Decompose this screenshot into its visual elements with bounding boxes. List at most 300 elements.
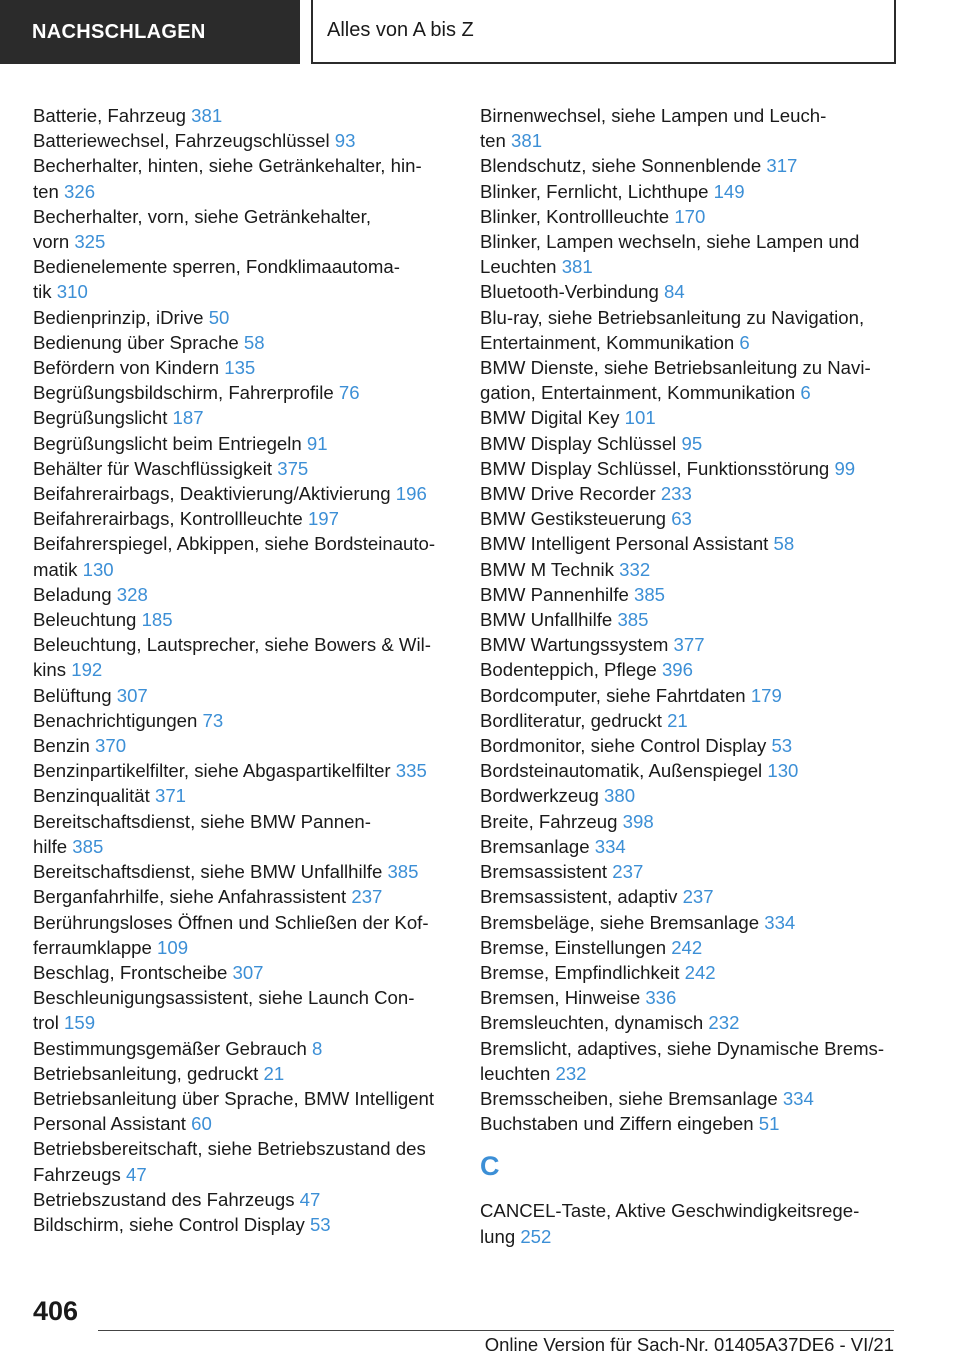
index-entry-text (480, 531, 910, 556)
index-entry-label: Bodenteppich, Pflege (480, 659, 657, 681)
index-entry-text (480, 632, 910, 657)
index-entry-label: Befördern von Kindern (33, 357, 220, 379)
index-entry-text (33, 1036, 453, 1061)
page-link[interactable]: 385 (387, 861, 419, 883)
index-entry-label: Benzinqualität (33, 785, 150, 807)
index-entry (33, 431, 453, 456)
index-entry (33, 910, 453, 960)
index-entry-label: Beladung (33, 583, 112, 605)
index-entry-label: Bremsanlage (480, 835, 590, 857)
index-entry-text (480, 128, 910, 153)
index-entry-label: BMW Pannenhilfe (480, 583, 629, 605)
index-entry-label: ten (480, 130, 506, 152)
index-entry-text (33, 657, 453, 682)
index-entry-text (480, 1111, 910, 1136)
index-entry-text (480, 1224, 910, 1249)
page-link[interactable]: 242 (684, 961, 716, 983)
index-entry-text (33, 1010, 453, 1035)
page-link[interactable]: 326 (64, 180, 96, 202)
page-link[interactable]: 197 (307, 508, 339, 530)
page-link[interactable]: 237 (682, 886, 714, 908)
page-link[interactable]: 53 (309, 1213, 331, 1235)
page-link[interactable]: 50 (208, 306, 230, 328)
index-entry-label: Bremsen, Hinweise (480, 987, 641, 1009)
page-link[interactable]: 307 (232, 961, 264, 983)
index-entry-text (33, 153, 453, 178)
index-entry (480, 733, 910, 758)
index-entry-text (33, 305, 453, 330)
index-entry-label: Bremsassistent (480, 861, 608, 883)
index-entry-text (480, 809, 910, 834)
index-entry (33, 1187, 453, 1212)
index-entry (33, 355, 453, 380)
index-entry-text (480, 229, 910, 254)
index-entry-text (480, 305, 910, 330)
index-entry (480, 456, 910, 481)
index-entry-text (480, 607, 910, 632)
index-entry-text (33, 1212, 453, 1237)
index-entry-text (33, 557, 453, 582)
index-entry-label: Berührungsloses Öffnen und Schließen der Kof- (33, 911, 429, 933)
index-entry-text (33, 607, 453, 632)
index-entry-text (33, 935, 453, 960)
index-entry-text (33, 204, 453, 229)
index-entry-label: Batteriewechsel, Fahrzeugschlüssel (33, 130, 330, 152)
index-entry-label: BMW Digital Key (480, 407, 620, 429)
page-link[interactable]: 91 (306, 432, 328, 454)
page-link[interactable]: 334 (764, 911, 796, 933)
index-entry-text (480, 985, 910, 1010)
index-entry-text (33, 1162, 453, 1187)
page-link[interactable]: 317 (766, 155, 798, 177)
index-entry-label: Bordsteinautomatik, Außenspiegel (480, 760, 763, 782)
index-entry-text (480, 657, 910, 682)
index-entry (33, 1212, 453, 1237)
index-entry-label: gation, Entertainment, Kommunikation (480, 382, 796, 404)
index-entry-text (480, 834, 910, 859)
index-entry-label: BMW Display Schlüssel (480, 432, 677, 454)
index-entry-label: vorn (33, 231, 70, 253)
index-entry-label: Breite, Fahrzeug (480, 810, 618, 832)
section-title: NACHSCHLAGEN (0, 0, 300, 64)
index-entry-text (33, 1136, 453, 1161)
page-link[interactable]: 192 (71, 659, 103, 681)
index-entry-text (480, 204, 910, 229)
index-entry-label: Entertainment, Kommunikation (480, 331, 735, 353)
index-entry (480, 229, 910, 279)
index-entry-label: Behälter für Waschflüssigkeit (33, 457, 273, 479)
index-column-right (480, 103, 910, 1249)
index-entry-text (480, 884, 910, 909)
index-entry-label: ten (33, 180, 59, 202)
index-entry-label: Bordcomputer, siehe Fahrtdaten (480, 684, 746, 706)
index-entry-text (480, 456, 910, 481)
index-entry-label: BMW Dienste, siehe Betriebsanleitung zu Navi- (480, 357, 871, 379)
index-entry-text (480, 380, 910, 405)
index-entry (33, 153, 453, 203)
page-link[interactable]: 21 (667, 709, 688, 731)
index-entry (33, 632, 453, 682)
index-entry-text (480, 783, 910, 808)
page-link[interactable]: 381 (511, 130, 543, 152)
index-entry-label: Blendschutz, siehe Sonnenblende (480, 155, 762, 177)
index-entry-label: Berganfahrhilfe, siehe Anfahrassistent (33, 886, 347, 908)
page-link[interactable]: 307 (116, 684, 148, 706)
page-link[interactable]: 325 (74, 231, 106, 253)
index-entry-text (33, 481, 453, 506)
page-link[interactable]: 375 (277, 457, 309, 479)
index-entry-text (480, 758, 910, 783)
index-entry (480, 809, 910, 834)
index-entry (480, 884, 910, 909)
index-entry-text (33, 1187, 453, 1212)
page-link[interactable]: 370 (95, 735, 127, 757)
page-link[interactable]: 109 (157, 936, 189, 958)
index-entry-text (33, 582, 453, 607)
page-link[interactable]: 396 (661, 659, 693, 681)
page-link[interactable]: 334 (594, 835, 626, 857)
index-entry-text (33, 834, 453, 859)
index-entry (33, 531, 453, 581)
page-link[interactable]: 95 (681, 432, 703, 454)
index-entry-text (33, 506, 453, 531)
page-link[interactable]: 47 (299, 1188, 321, 1210)
index-entry-label: Blinker, Lampen wechseln, siehe Lampen und (480, 231, 860, 253)
index-entry-text (33, 355, 453, 380)
page-link[interactable]: 252 (520, 1225, 552, 1247)
index-entry (33, 330, 453, 355)
index-entry (33, 859, 453, 884)
page-link[interactable]: 58 (773, 533, 795, 555)
index-entry-text (33, 708, 453, 733)
index-entry (480, 985, 910, 1010)
index-entry (480, 279, 910, 304)
page-link[interactable]: 232 (555, 1062, 587, 1084)
index-entry-label: Bedienprinzip, iDrive (33, 306, 204, 328)
index-entry-label: BMW Gestiksteuerung (480, 508, 667, 530)
index-entry-text (33, 1061, 453, 1086)
index-entry (33, 1136, 453, 1186)
index-entry-label: Benzin (33, 735, 90, 757)
index-entry (33, 103, 453, 128)
index-entry (33, 405, 453, 430)
index-entry-text (480, 254, 910, 279)
index-entry (480, 607, 910, 632)
page-link[interactable]: 237 (612, 861, 644, 883)
index-entry (33, 607, 453, 632)
index-entry-label: matik (33, 558, 78, 580)
index-entry-text (33, 1086, 453, 1111)
index-entry (33, 884, 453, 909)
page-link[interactable]: 159 (64, 1012, 96, 1034)
index-entry-label: Bordwerkzeug (480, 785, 599, 807)
footer-version: Online Version für Sach-Nr. 01405A37DE6 - VI/21 (484, 1334, 894, 1355)
page-link[interactable]: 185 (141, 609, 173, 631)
index-entry-text (480, 1061, 910, 1086)
index-entry-text (33, 229, 453, 254)
page-link[interactable]: 377 (673, 634, 705, 656)
index-entry (480, 859, 910, 884)
page-link[interactable]: 135 (224, 357, 256, 379)
index-entry-text (33, 809, 453, 834)
index-entry-text (33, 960, 453, 985)
index-entry-text (33, 531, 453, 556)
index-entry (33, 1061, 453, 1086)
page-link[interactable]: 179 (750, 684, 782, 706)
page-link[interactable]: 332 (619, 558, 651, 580)
index-entry-label: Betriebsbereitschaft, siehe Betriebszustand des (33, 1138, 426, 1160)
index-entry-text (33, 758, 453, 783)
page-link[interactable]: 310 (56, 281, 88, 303)
index-entry (33, 1086, 453, 1136)
index-entry (33, 683, 453, 708)
index-entry-text (480, 1198, 910, 1223)
page-link[interactable]: 53 (771, 735, 793, 757)
index-entry-label: Belüftung (33, 684, 112, 706)
index-entry-label: Betriebsanleitung über Sprache, BMW Intelligent (33, 1087, 435, 1109)
index-entry (33, 380, 453, 405)
page-link[interactable]: 336 (645, 987, 677, 1009)
page-link[interactable]: 8 (312, 1037, 323, 1059)
index-entry (33, 305, 453, 330)
index-entry (33, 506, 453, 531)
index-entry-label: Benzinpartikelfilter, siehe Abgaspartikelfilter (33, 760, 391, 782)
index-entry-label: Bremsbeläge, siehe Bremsanlage (480, 911, 760, 933)
index-entry-label: Blu-ray, siehe Betriebsanleitung zu Navigation, (480, 306, 865, 328)
index-entry-label: Bremse, Empfindlichkeit (480, 961, 680, 983)
index-entry-label: ferraumklappe (33, 936, 152, 958)
index-entry-label: tik (33, 281, 52, 303)
page-link[interactable]: 51 (758, 1113, 780, 1135)
index-column-left (33, 103, 453, 1237)
index-entry (480, 1036, 910, 1086)
index-entry-label: Betriebsanleitung, gedruckt (33, 1062, 259, 1084)
page-link[interactable]: 335 (395, 760, 427, 782)
index-entry (33, 960, 453, 985)
index-entry (480, 506, 910, 531)
index-entry-text (480, 582, 910, 607)
page-link[interactable]: 380 (604, 785, 636, 807)
index-entry-label: Becherhalter, vorn, siehe Getränkehalter, (33, 205, 371, 227)
index-entry (480, 179, 910, 204)
page-link[interactable]: 6 (800, 382, 811, 404)
index-entry (480, 355, 910, 405)
page-link[interactable]: 99 (834, 457, 856, 479)
page-link[interactable]: 328 (116, 583, 148, 605)
page-link[interactable]: 149 (713, 180, 745, 202)
index-entry-text (480, 708, 910, 733)
index-entry-text (33, 279, 453, 304)
index-entry (480, 103, 910, 153)
index-entry-label: Fahrzeugs (33, 1163, 121, 1185)
index-entry-text (480, 355, 910, 380)
index-entry-label: Bereitschaftsdienst, siehe BMW Pannen- (33, 810, 371, 832)
index-entry-label: Batterie, Fahrzeug (33, 105, 186, 126)
index-entry-label: BMW Drive Recorder (480, 483, 656, 505)
index-entry-text (480, 733, 910, 758)
index-entry-label: Bordmonitor, siehe Control Display (480, 735, 767, 757)
index-entry-label: Bluetooth-Verbindung (480, 281, 659, 303)
page-link[interactable]: 371 (154, 785, 187, 807)
index-entry-label: Bremsleuchten, dynamisch (480, 1012, 704, 1034)
index-entry (480, 204, 910, 229)
index-entry-text (480, 153, 910, 178)
index-entry-label: Buchstaben und Ziffern eingeben (480, 1113, 754, 1135)
index-entry-text (33, 431, 453, 456)
index-entry-text (33, 859, 453, 884)
index-entry-label: Blinker, Kontrollleuchte (480, 205, 670, 227)
index-entry-text (480, 1010, 910, 1035)
index-entry (33, 1036, 453, 1061)
page-link[interactable]: 385 (634, 583, 666, 605)
index-entry (33, 582, 453, 607)
index-entry (480, 582, 910, 607)
page-link[interactable]: 21 (263, 1062, 285, 1084)
page-link[interactable]: 237 (351, 886, 383, 908)
page-link[interactable]: 170 (674, 205, 706, 227)
index-entry (480, 1086, 910, 1111)
index-entry-text (33, 783, 453, 808)
index-entry-label: Bremsassistent, adaptiv (480, 886, 678, 908)
page-link[interactable]: 93 (334, 130, 356, 152)
index-entry-text (33, 103, 453, 128)
index-entry-label: Betriebszustand des Fahrzeugs (33, 1188, 295, 1210)
page-link[interactable]: 232 (708, 1012, 740, 1034)
index-entry-label: Bordliteratur, gedruckt (480, 709, 662, 731)
index-entry-text (480, 557, 910, 582)
index-entry (33, 809, 453, 859)
index-entry-label: lung (480, 1225, 516, 1247)
index-entry (480, 405, 910, 430)
index-entry-label: Benachrichtigungen (33, 709, 198, 731)
index-entry-text (33, 884, 453, 909)
page-header (0, 0, 896, 66)
index-entry (480, 758, 910, 783)
index-entry (33, 758, 453, 783)
index-group-c (480, 1198, 910, 1248)
index-entry (33, 985, 453, 1035)
page-link[interactable]: 101 (624, 407, 656, 429)
index-entry-text (480, 481, 910, 506)
index-letter-heading: C (480, 1151, 500, 1182)
index-entry-label: leuchten (480, 1062, 551, 1084)
index-entry-text (33, 254, 453, 279)
page-link[interactable]: 47 (126, 1163, 147, 1185)
index-entry-text (480, 859, 910, 884)
page-link[interactable]: 63 (671, 508, 692, 530)
index-entry-label: Bedienelemente sperren, Fondklimaautoma- (33, 256, 400, 278)
footer-divider (98, 1330, 894, 1331)
index-entry-label: Beleuchtung, Lautsprecher, siehe Bowers & Wil- (33, 634, 431, 656)
index-entry-label: Bildschirm, siehe Control Display (33, 1213, 305, 1235)
index-entry-label: BMW M Technik (480, 558, 614, 580)
page-link[interactable]: 84 (664, 281, 685, 303)
page-link[interactable]: 196 (395, 483, 427, 505)
index-entry-text (480, 1086, 910, 1111)
index-entry-text (480, 103, 910, 128)
index-entry-label: Becherhalter, hinten, siehe Getränkehalter, hin- (33, 155, 422, 177)
index-entry-text (33, 330, 453, 355)
page-link[interactable]: 381 (191, 105, 223, 126)
index-entry (33, 733, 453, 758)
index-entry-text (480, 330, 910, 355)
index-entry-label: trol (33, 1012, 59, 1034)
page-link[interactable]: 130 (82, 558, 114, 580)
index-entry-label: Bremsscheiben, siehe Bremsanlage (480, 1087, 778, 1109)
index-entry (33, 204, 453, 254)
index-entry-label: Bedienung über Sprache (33, 331, 239, 353)
index-entry-label: BMW Wartungssystem (480, 634, 669, 656)
index-entry (480, 632, 910, 657)
index-entry (480, 910, 910, 935)
index-entry-label: BMW Unfallhilfe (480, 609, 613, 631)
page-link[interactable]: 187 (172, 407, 204, 429)
index-entry (480, 305, 910, 355)
index-entry-label: BMW Display Schlüssel, Funktionsstörung (480, 457, 830, 479)
page-link[interactable]: 130 (767, 760, 799, 782)
index-entry (33, 456, 453, 481)
index-entry (480, 557, 910, 582)
page-link[interactable]: 73 (202, 709, 224, 731)
section-subtitle: Alles von A bis Z (311, 0, 896, 64)
index-entry-label: Beifahrerspiegel, Abkippen, siehe Bordsteinauto- (33, 533, 436, 555)
index-entry-label: Bestimmungsgemäßer Gebrauch (33, 1037, 307, 1059)
index-entry (480, 481, 910, 506)
index-entry-text (33, 910, 453, 935)
page-link[interactable]: 242 (671, 936, 703, 958)
index-entry-text (33, 683, 453, 708)
index-entry-label: hilfe (33, 835, 68, 857)
index-entry-label: Leuchten (480, 256, 557, 278)
index-entry (480, 683, 910, 708)
index-entry-text (480, 683, 910, 708)
index-entry (480, 1198, 910, 1248)
index-group-b (480, 103, 910, 1136)
index-entry (480, 1111, 910, 1136)
page-link[interactable]: 381 (561, 256, 593, 278)
page-link[interactable]: 385 (617, 609, 649, 631)
index-entry-text (480, 935, 910, 960)
index-entry-label: Beschleunigungsassistent, siehe Launch Con- (33, 987, 415, 1009)
index-entry-text (33, 1111, 453, 1136)
page-link[interactable]: 58 (243, 331, 265, 353)
index-entry-text (480, 431, 910, 456)
page-link[interactable]: 60 (191, 1113, 212, 1135)
index-entry (480, 783, 910, 808)
index-entry-label: Bereitschaftsdienst, siehe BMW Unfallhilfe (33, 861, 383, 883)
page-link[interactable]: 6 (739, 331, 750, 353)
index-entry-label: BMW Intelligent Personal Assistant (480, 533, 769, 555)
index-entry-text (33, 128, 453, 153)
index-entry-text (480, 1036, 910, 1061)
index-entry-label: Personal Assistant (33, 1113, 186, 1135)
page-link[interactable]: 398 (622, 810, 654, 832)
page-link[interactable]: 76 (338, 382, 360, 404)
index-entry-label: Beifahrerairbags, Kontrollleuchte (33, 508, 303, 530)
index-entry-text (480, 506, 910, 531)
index-entry-label: Birnenwechsel, siehe Lampen und Leuch- (480, 105, 827, 126)
index-entry (480, 935, 910, 960)
index-entry-text (480, 279, 910, 304)
index-entry-text (33, 632, 453, 657)
index-entry-label: Blinker, Fernlicht, Lichthupe (480, 180, 709, 202)
page-link[interactable]: 385 (72, 835, 104, 857)
index-entry (480, 960, 910, 985)
page-link[interactable]: 233 (660, 483, 692, 505)
index-entry-text (480, 405, 910, 430)
index-entry-text (33, 733, 453, 758)
page-link[interactable]: 334 (782, 1087, 814, 1109)
